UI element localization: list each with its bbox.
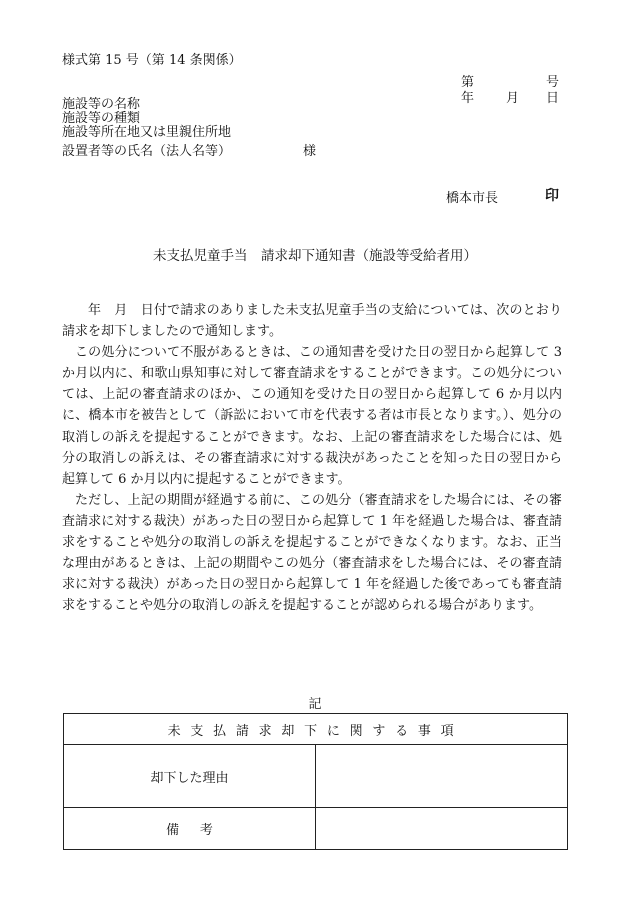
remarks-label: 備考 <box>166 823 234 838</box>
honorific: 様 <box>303 144 317 159</box>
number-suffix: 号 <box>546 75 560 90</box>
reason-label: 却下した理由 <box>64 745 316 808</box>
notice-body <box>62 300 562 616</box>
date-day: 日 <box>546 91 560 106</box>
facility-address-label: 施設等所在地又は里親住所地 <box>62 125 232 140</box>
rejection-details-table <box>63 713 568 850</box>
reason-value <box>316 745 568 808</box>
document-title: 未支払児童手当 請求却下通知書（施設等受給者用） <box>153 248 477 264</box>
facility-type-label: 施設等の種類 <box>62 111 141 126</box>
ki-heading: 記 <box>308 697 322 712</box>
table-header: 未支払請求却下に関する事項 <box>64 714 568 745</box>
form-number: 様式第 15 号（第 14 条関係） <box>62 53 242 68</box>
paragraph-1: 年 月 日付で請求のありました未支払児童手当の支給については、次のとおり請求を却下しましたので通知します。 <box>62 303 562 340</box>
sender-name: 橋本市長 <box>446 191 499 206</box>
paragraph-2: この処分について不服があるときは、この通知書を受けた日の翌日から起算して 3 か月以内に、和歌山県知事に対して審査請求をすることができます。この処分については、上記の審査請求のほか、この通知を受けた日の翌日から起算して 6 か月以内に、橋本市を被告として（訴訟において市を代表する者は市長となります。）、処分の取消しの訴えを提起することができます。なお、上記の審査請求をした場合には、処分の取消しの訴えは、その審査請求に対する裁決があったことを知った日の翌日から起算して 6 か月以内に提起することができます。 <box>62 345 562 487</box>
date-month: 月 <box>506 91 520 106</box>
remarks-value <box>316 808 568 850</box>
date-year: 年 <box>461 91 475 106</box>
seal-mark: 印 <box>545 188 559 204</box>
facility-name-label: 施設等の名称 <box>62 97 141 112</box>
paragraph-3: ただし、上記の期間が経過する前に、この処分（審査請求をした場合には、その審査請求に対する裁決）があった日の翌日から起算して 1 年を経過した場合は、審査請求をすることや処分の取消しの訴えを提起することができなくなります。なお、正当な理由があるときは、上記の期間やこの処分（審査請求をした場合には、その審査請求に対する裁決）があった日の翌日から起算して 1 年を経過した後であっても審査請求をすることや処分の取消しの訴えを提起することが認められる場合があります。 <box>62 492 562 614</box>
table-row <box>64 745 568 808</box>
number-label: 第 <box>461 75 475 90</box>
table-row <box>64 808 568 850</box>
operator-name-label: 設置者等の氏名（法人名等） <box>62 144 232 159</box>
